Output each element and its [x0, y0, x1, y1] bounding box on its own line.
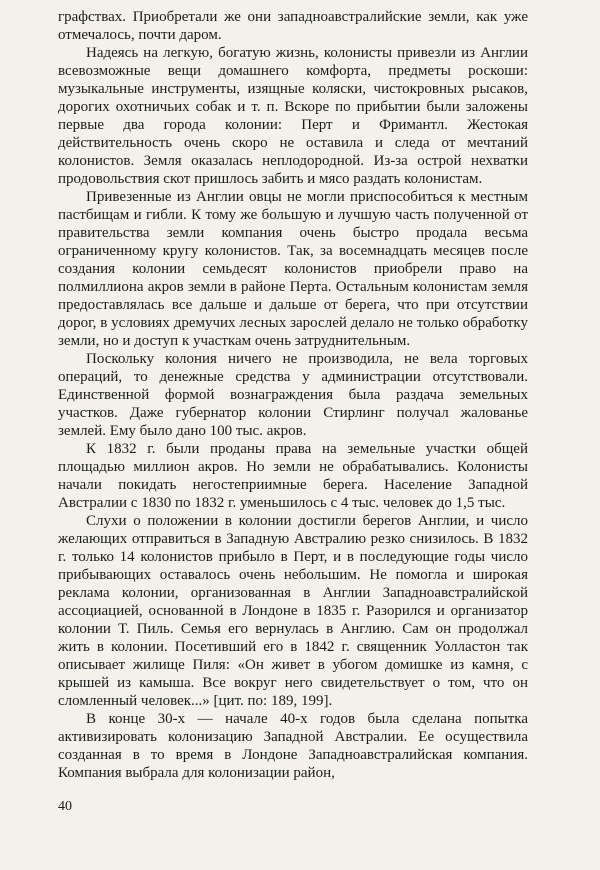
paragraph: Слухи о положении в колонии достигли берегов Англии, и число желающих отправиться в Западную Австралию резко снизилось. В 1832 г. только 14 колонистов прибыло в Перт, и в последующие годы число прибывающих оставалось очень небольшим. Не помогла и широкая реклама колонии, организованная в Англии Западноавстралийской ассоциацией, основанной в Лондоне в 1835 г. Разорился и организатор колонии Т. Пиль. Семья его вернулась в Англию. Сам он продолжал жить в колонии. Посетивший его в 1842 г. священник Уолластон так описывает жилище Пиля: «Он живет в убогом домишке из камня, с крышей из камыша. Все вокруг него свидетельствует о том, что он сломленный человек...» [цит. по: 189, 199].	[58, 513, 528, 709]
paragraph: К 1832 г. были проданы права на земельные участки общей площадью миллион акров. Но земли не обрабатывались. Колонисты начали покидать негостеприимные берега. Население Западной Австралии с 1830 по 1832 г. уменьшилось с 4 тыс. человек до 1,5 тыс.	[58, 441, 528, 511]
page-body	[58, 8, 528, 782]
paragraph-continued: графствах. Приобретали же они западноавстралийские земли, как уже отмечалось, почти даром.	[58, 9, 528, 43]
paragraph: Надеясь на легкую, богатую жизнь, колонисты привезли из Англии всевозможные вещи домашнего комфорта, предметы роскоши: музыкальные инструменты, изящные коляски, чистокровных рысаков, дорогих охотничьих собак и т. п. Вскоре по прибытии были заложены первые два города колонии: Перт и Фримантл. Жестокая действительность очень скоро не оставила и следа от мечтаний колонистов. Земля оказалась неплодородной. Из-за острой нехватки продовольствия скот пришлось забить и мясо раздать колонистам.	[58, 45, 528, 187]
paragraph: Привезенные из Англии овцы не могли приспособиться к местным пастбищам и гибли. К тому же большую и лучшую часть полученной от правительства земли компания очень быстро продала весьма ограниченному кругу колонистов. Так, за восемнадцать месяцев после создания колонии семьдесят колонистов приобрели право на полмиллиона акров земли в районе Перта. Остальным колонистам земля предоставлялась все дальше и дальше от берега, что при отсутствии дорог, в условиях дремучих лесных зарослей делало не только обработку земли, но и доступ к участкам очень затруднительным.	[58, 189, 528, 349]
page-number: 40	[58, 799, 72, 814]
paragraph: Поскольку колония ничего не производила, не вела торговых операций, то денежные средства у администрации отсутствовали. Единственной формой вознаграждения была раздача земельных участков. Даже губернатор колонии Стирлинг получал жалованье землей. Ему было дано 100 тыс. акров.	[58, 351, 528, 439]
paragraph: В конце 30-х — начале 40-х годов была сделана попытка активизировать колонизацию Западной Австралии. Ее осуществила созданная в то время в Лондоне Западноавстралийская компания. Компания выбрала для колонизации район,	[58, 711, 528, 781]
